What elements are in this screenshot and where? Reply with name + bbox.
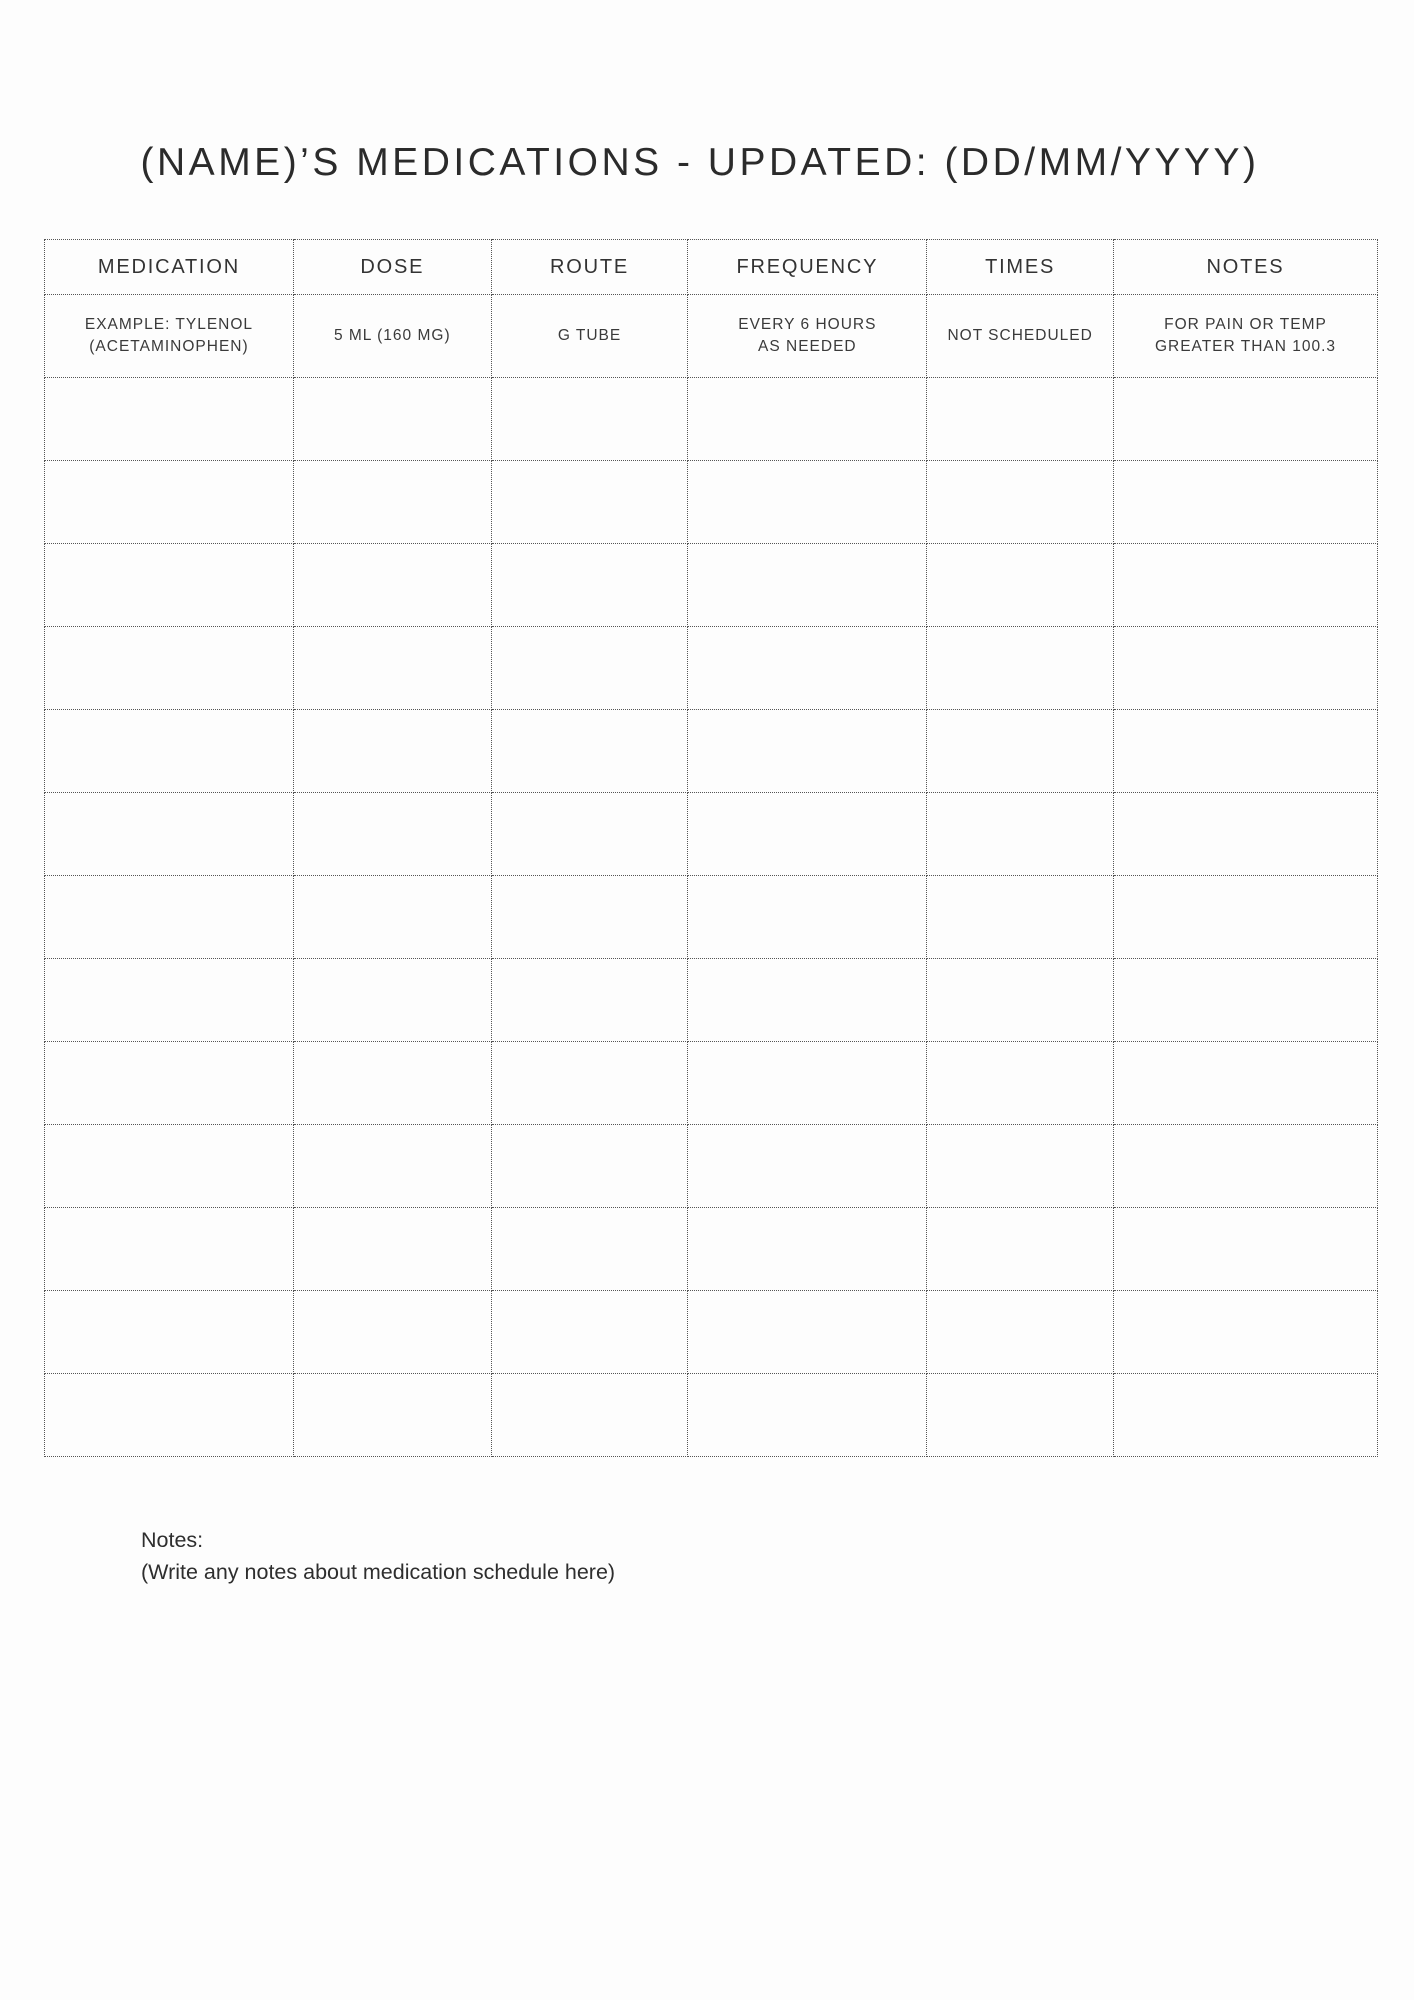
- blank-medication-cell[interactable]: [45, 793, 294, 876]
- header-notes: NOTES: [1113, 240, 1377, 295]
- blank-route-cell[interactable]: [491, 627, 688, 710]
- table-row: [45, 627, 1378, 710]
- table-row: [45, 378, 1378, 461]
- blank-notes-cell[interactable]: [1113, 461, 1377, 544]
- blank-frequency-cell[interactable]: [688, 1042, 927, 1125]
- blank-dose-cell[interactable]: [293, 544, 491, 627]
- blank-medication-cell[interactable]: [45, 959, 294, 1042]
- blank-frequency-cell[interactable]: [688, 1374, 927, 1457]
- table-row: [45, 1374, 1378, 1457]
- blank-route-cell[interactable]: [491, 793, 688, 876]
- blank-route-cell[interactable]: [491, 1208, 688, 1291]
- blank-times-cell[interactable]: [927, 1291, 1114, 1374]
- blank-route-cell[interactable]: [491, 378, 688, 461]
- blank-dose-cell[interactable]: [293, 1125, 491, 1208]
- medications-table: [44, 239, 1378, 1457]
- notes-placeholder[interactable]: (Write any notes about medication schedule here): [141, 1560, 616, 1584]
- table-row: [45, 793, 1378, 876]
- example-medication-line-2: (ACETAMINOPHEN): [89, 338, 249, 355]
- blank-frequency-cell[interactable]: [688, 461, 927, 544]
- blank-route-cell[interactable]: [491, 544, 688, 627]
- blank-medication-cell[interactable]: [45, 1042, 294, 1125]
- blank-times-cell[interactable]: [927, 1125, 1114, 1208]
- table-row: [45, 876, 1378, 959]
- blank-times-cell[interactable]: [927, 876, 1114, 959]
- notes-section: [141, 1524, 615, 1588]
- blank-medication-cell[interactable]: [45, 1208, 294, 1291]
- blank-times-cell[interactable]: [927, 544, 1114, 627]
- blank-notes-cell[interactable]: [1113, 1042, 1377, 1125]
- blank-dose-cell[interactable]: [293, 378, 491, 461]
- example-times-cell: NOT SCHEDULED: [927, 295, 1114, 378]
- blank-frequency-cell[interactable]: [688, 710, 927, 793]
- header-dose: DOSE: [293, 240, 491, 295]
- blank-notes-cell[interactable]: [1113, 876, 1377, 959]
- example-notes-line-1: FOR PAIN OR TEMP: [1164, 316, 1327, 333]
- table-row: [45, 544, 1378, 627]
- blank-route-cell[interactable]: [491, 876, 688, 959]
- blank-frequency-cell[interactable]: [688, 793, 927, 876]
- blank-dose-cell[interactable]: [293, 793, 491, 876]
- blank-notes-cell[interactable]: [1113, 710, 1377, 793]
- blank-frequency-cell[interactable]: [688, 627, 927, 710]
- blank-route-cell[interactable]: [491, 1374, 688, 1457]
- blank-frequency-cell[interactable]: [688, 378, 927, 461]
- blank-times-cell[interactable]: [927, 1208, 1114, 1291]
- blank-notes-cell[interactable]: [1113, 1208, 1377, 1291]
- blank-notes-cell[interactable]: [1113, 378, 1377, 461]
- blank-route-cell[interactable]: [491, 959, 688, 1042]
- blank-dose-cell[interactable]: [293, 461, 491, 544]
- blank-route-cell[interactable]: [491, 461, 688, 544]
- example-notes-line-2: GREATER THAN 100.3: [1154, 338, 1337, 355]
- blank-dose-cell[interactable]: [293, 1208, 491, 1291]
- blank-medication-cell[interactable]: [45, 461, 294, 544]
- table-row: [45, 710, 1378, 793]
- blank-times-cell[interactable]: [927, 627, 1114, 710]
- blank-frequency-cell[interactable]: [688, 1291, 927, 1374]
- blank-route-cell[interactable]: [491, 1125, 688, 1208]
- blank-times-cell[interactable]: [927, 1374, 1114, 1457]
- blank-notes-cell[interactable]: [1113, 1125, 1377, 1208]
- example-medication-cell: [45, 295, 294, 378]
- blank-times-cell[interactable]: [927, 959, 1114, 1042]
- blank-dose-cell[interactable]: [293, 876, 491, 959]
- blank-medication-cell[interactable]: [45, 1125, 294, 1208]
- blank-route-cell[interactable]: [491, 1042, 688, 1125]
- notes-label: Notes:: [141, 1528, 204, 1552]
- blank-medication-cell[interactable]: [45, 544, 294, 627]
- blank-dose-cell[interactable]: [293, 1291, 491, 1374]
- blank-medication-cell[interactable]: [45, 1374, 294, 1457]
- example-frequency-cell: [688, 295, 927, 378]
- blank-dose-cell[interactable]: [293, 1042, 491, 1125]
- header-medication: MEDICATION: [45, 240, 294, 295]
- blank-medication-cell[interactable]: [45, 378, 294, 461]
- blank-dose-cell[interactable]: [293, 710, 491, 793]
- header-frequency: FREQUENCY: [688, 240, 927, 295]
- example-frequency-line-1: EVERY 6 HOURS: [738, 316, 877, 333]
- header-times: TIMES: [927, 240, 1114, 295]
- blank-frequency-cell[interactable]: [688, 544, 927, 627]
- example-frequency-line-2: AS NEEDED: [758, 338, 857, 355]
- blank-dose-cell[interactable]: [293, 627, 491, 710]
- blank-notes-cell[interactable]: [1113, 627, 1377, 710]
- blank-dose-cell[interactable]: [293, 959, 491, 1042]
- blank-frequency-cell[interactable]: [688, 1208, 927, 1291]
- table-header-row: [45, 240, 1378, 295]
- blank-medication-cell[interactable]: [45, 876, 294, 959]
- blank-medication-cell[interactable]: [45, 1291, 294, 1374]
- blank-notes-cell[interactable]: [1113, 1374, 1377, 1457]
- blank-times-cell[interactable]: [927, 378, 1114, 461]
- example-medication-line-1: EXAMPLE: TYLENOL: [84, 316, 254, 333]
- blank-times-cell[interactable]: [927, 793, 1114, 876]
- blank-frequency-cell[interactable]: [688, 1125, 927, 1208]
- blank-frequency-cell[interactable]: [688, 959, 927, 1042]
- table-row: [45, 1291, 1378, 1374]
- table-row: [45, 1125, 1378, 1208]
- table-row: [45, 461, 1378, 544]
- blank-notes-cell[interactable]: [1113, 1291, 1377, 1374]
- blank-route-cell[interactable]: [491, 1291, 688, 1374]
- example-row: [45, 295, 1378, 378]
- blank-medication-cell[interactable]: [45, 710, 294, 793]
- table-row: [45, 1208, 1378, 1291]
- example-route-cell: G TUBE: [491, 295, 688, 378]
- page-title: (NAME)’S MEDICATIONS - UPDATED: (DD/MM/YYYY): [140, 141, 1260, 184]
- table-row: [45, 1042, 1378, 1125]
- blank-notes-cell[interactable]: [1113, 544, 1377, 627]
- blank-frequency-cell[interactable]: [688, 876, 927, 959]
- blank-route-cell[interactable]: [491, 710, 688, 793]
- blank-dose-cell[interactable]: [293, 1374, 491, 1457]
- blank-times-cell[interactable]: [927, 461, 1114, 544]
- blank-notes-cell[interactable]: [1113, 793, 1377, 876]
- example-dose-cell: 5 ML (160 MG): [293, 295, 491, 378]
- blank-medication-cell[interactable]: [45, 627, 294, 710]
- table-row: [45, 959, 1378, 1042]
- blank-times-cell[interactable]: [927, 1042, 1114, 1125]
- example-notes-cell: [1113, 295, 1377, 378]
- header-route: ROUTE: [491, 240, 688, 295]
- blank-notes-cell[interactable]: [1113, 959, 1377, 1042]
- blank-times-cell[interactable]: [927, 710, 1114, 793]
